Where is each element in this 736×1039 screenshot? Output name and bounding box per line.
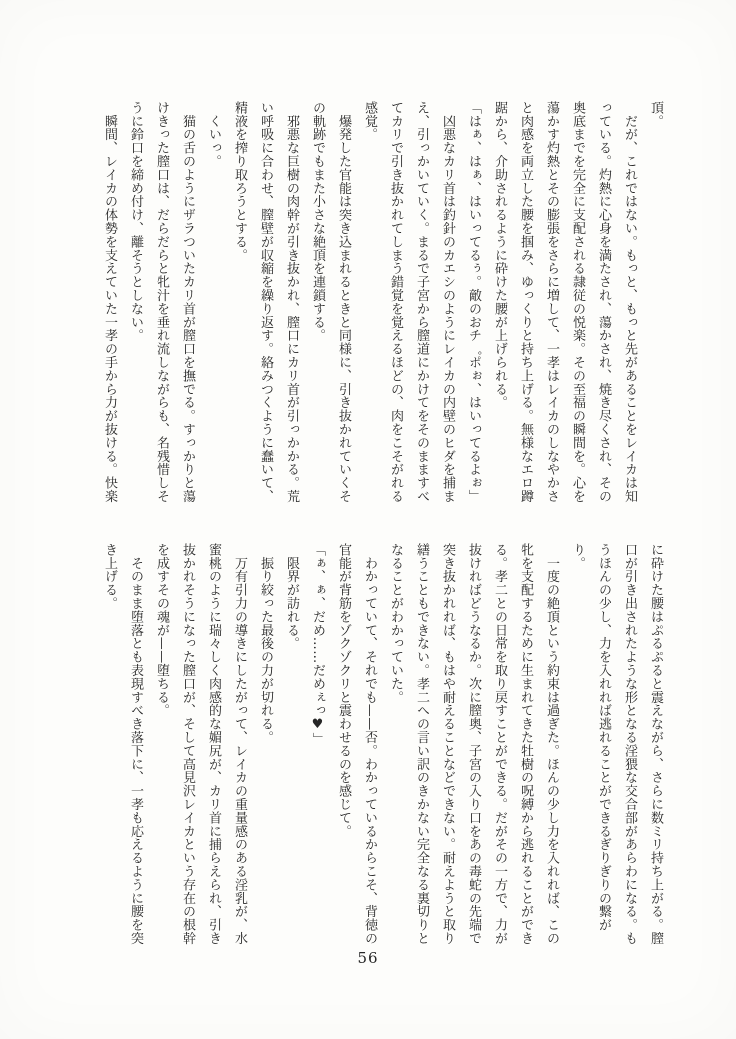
text-line: 牝を支配するために生まれてきた牡樹の呪縛から逃れることができ: [518, 543, 533, 945]
text-line: 精液を搾り取ろうとする。: [232, 101, 247, 262]
text-line: 突き抜かれれば、もはや耐えることなどできない。耐えようと取り: [440, 543, 455, 945]
text-block-upper: [96, 101, 668, 503]
text-line: 頂。: [648, 101, 663, 128]
text-line: を成すその魂が——堕ちる。: [154, 543, 169, 718]
text-line: い呼吸に合わせ、膣壁が収縮を繰り返す。絡みつくように蠢いて、: [258, 101, 273, 503]
text-line: わかっていて、それでも——否。わかっているからこそ、背徳の: [362, 543, 377, 945]
text-line: 官能が背筋をゾクゾクリと震わせるのを感じて。: [336, 543, 351, 838]
text-line: っている。灼熱に心身を満たされ、蕩かされ、焼き尽くされ、その: [596, 101, 611, 503]
text-line: なることがわかっていた。: [388, 543, 403, 704]
text-line: 万有引力の導きにしたがって、レイカの重量感のある淫乳が、水: [232, 543, 247, 945]
text-line: と肉感を両立した腰を掴み、ゆっくりと持ち上げる。無様なエロ蹲: [518, 101, 533, 503]
text-line: 奥底までを完全に支配される隷従の悦楽。その至福の瞬間を。心を: [570, 101, 585, 503]
text-line: り。: [570, 543, 585, 570]
text-line: 口が引き出されたような形となる淫猥な交合部があらわになる。も: [622, 543, 637, 945]
text-line: 繕うこともできない。孝二への言い訳のきかない完全なる裏切りと: [414, 543, 429, 945]
text-line: る。孝二との日常を取り戻すことができる。だがその一方で、力が: [492, 543, 507, 945]
text-line: てカリで引き抜かれてしまう錯覚を覚えるほどの、肉をこそがれる: [388, 101, 403, 503]
text-line: 踞から、介助されるように砕けた腰が上げられる。: [492, 101, 507, 410]
page-number: 56: [357, 949, 379, 967]
text-line: え、引っかいていく。まるで子宮から膣道にかけてをそのまますべ: [414, 101, 429, 503]
text-line: 抜ければどうなるか。次に膣奥、子宮の入り口をあの毒蛇の先端で: [466, 543, 481, 945]
text-line: 抜かれそうになった膣口が、そして高見沢レイカという存在の根幹: [180, 543, 195, 945]
text-block-lower: [96, 543, 668, 945]
text-line: 蜜桃のように瑞々しく肉感的な媚尻が、カリ首に捕らえられ、引き: [206, 543, 221, 945]
text-line: うほんの少し、力を入れれば逃れることができるぎりぎりの繋が: [596, 543, 611, 932]
text-line: 凶悪なカリ首は釣針のカエシのようにレイカの内壁のヒダを捕ま: [440, 101, 455, 503]
text-line: 猫の舌のようにザラついたカリ首が膣口を撫でる。すっかりと蕩: [180, 101, 195, 503]
text-line: 爆発した官能は突き込まれるときと同様に、引き抜かれていくそ: [336, 101, 351, 503]
text-line: 感覚。: [362, 101, 377, 142]
text-line: そのまま堕落とも表現すべき落下に、一孝も応えるように腰を突: [128, 543, 143, 945]
text-line: だが、これではない。もっと、もっと先があることをレイカは知: [622, 101, 637, 503]
text-line: 蕩かす灼熱とその膨張をさらに増して、一孝はレイカのしなやかさ: [544, 101, 559, 503]
text-line: 「はぁ、はぁ、はいってるぅ。敵のおチ゜ポぉ、はいってるよぉ」: [466, 101, 481, 503]
text-line: に砕けた腰はぷるぷると震えながら、さらに数ミリ持ち上がる。膣: [648, 543, 663, 945]
text-line: 邪悪な巨樹の肉幹が引き抜かれ、膣口にカリ首が引っかかる。荒: [284, 101, 299, 503]
text-line: き上げる。: [102, 543, 117, 610]
text-line: 振り絞った最後の力が切れる。: [258, 543, 273, 744]
text-line: うに鈴口を締め付け、離そうとしない。: [128, 101, 143, 343]
text-line: くいっ。: [206, 101, 221, 168]
text-line: 一度の絶頂という約束は過ぎた。ほんの少し力を入れれば、この: [544, 543, 559, 945]
text-line: 限界が訪れる。: [284, 543, 299, 651]
text-line: の軌跡でもまた小さな絶頂を連鎖する。: [310, 101, 325, 343]
text-line: 「ぁ、ぁ、だめ……だめぇっ♥」: [310, 543, 325, 746]
text-line: けきった膣口は、だらだらと牝汁を垂れ流しながらも、名残惜しそ: [154, 101, 169, 503]
text-line: 瞬間、レイカの体勢を支えていた一孝の手から力が抜ける。快楽: [102, 101, 117, 503]
